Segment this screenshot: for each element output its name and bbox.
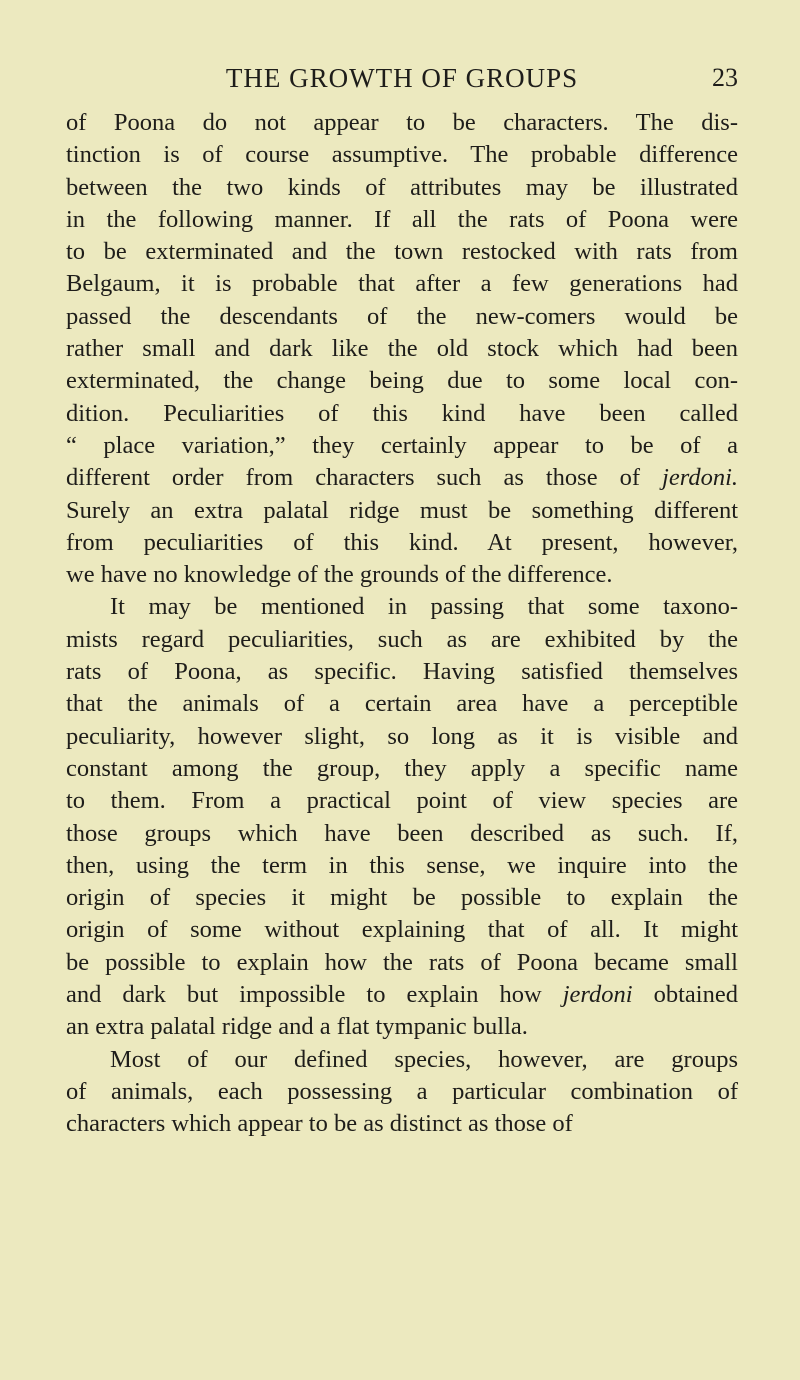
species-name: jerdoni.	[662, 464, 739, 492]
text-line: those groups which have been described as such. If,	[66, 819, 738, 847]
text-line: characters which appear to be as distinct as those of	[66, 1110, 573, 1138]
text-span: obtained	[653, 981, 738, 1009]
text-line: mists regard peculiarities, such as are exhibited by the	[66, 625, 738, 653]
text-line: of Poona do not appear to be characters. The dis-	[66, 109, 738, 136]
running-head: THE GROWTH OF GROUPS	[225, 63, 579, 93]
text-line: we have no knowledge of the grounds of the difference.	[66, 561, 613, 589]
text-line: tinction is of course assumptive. The probable difference	[66, 141, 738, 169]
text-line: origin of some without explaining that of all. It might	[66, 916, 738, 944]
text-line: in the following manner. If all the rats of Poona were	[66, 205, 738, 233]
text-line: that the animals of a certain area have a perceptible	[66, 690, 738, 718]
text-line-with-italic	[66, 464, 738, 491]
text-line: between the two kinds of attributes may be illustrated	[66, 173, 738, 201]
paragraph-3	[66, 1044, 738, 1141]
body-text	[66, 107, 738, 1141]
text-line: to them. From a practical point of view species are	[66, 787, 738, 815]
text-line: peculiarity, however slight, so long as it is visible and	[66, 722, 738, 750]
paragraph-1	[66, 107, 738, 591]
text-line: Most of our defined species, however, are groups	[110, 1045, 738, 1073]
text-line: It may be mentioned in passing that some taxono-	[110, 593, 738, 621]
text-line-with-italic	[66, 981, 738, 1008]
text-line: constant among the group, they apply a specific name	[66, 754, 738, 782]
text-line: of animals, each possessing a particular combination of	[66, 1077, 738, 1105]
page-number: 23	[712, 63, 738, 92]
text-span: and dark but impossible to explain how	[66, 981, 542, 1009]
text-line: from peculiarities of this kind. At present, however,	[66, 528, 738, 556]
text-line: exterminated, the change being due to some local con-	[66, 367, 738, 395]
text-line: origin of species it might be possible to explain the	[66, 884, 738, 912]
text-line: an extra palatal ridge and a flat tympanic bulla.	[66, 1013, 528, 1041]
page-header	[66, 56, 738, 100]
text-line: passed the descendants of the new-comers would be	[66, 302, 738, 330]
text-line: dition. Peculiarities of this kind have been called	[66, 399, 738, 427]
text-line: then, using the term in this sense, we inquire into the	[66, 851, 738, 879]
text-span: different order from characters such as those of	[66, 464, 640, 492]
text-line: Surely an extra palatal ridge must be something different	[66, 496, 738, 524]
text-line: rats of Poona, as specific. Having satisfied themselves	[66, 658, 738, 686]
text-line: Belgaum, it is probable that after a few generations had	[66, 270, 738, 298]
text-line: to be exterminated and the town restocked with rats from	[66, 238, 738, 266]
text-line: “ place variation,” they certainly appear to be of a	[66, 431, 738, 459]
text-line: be possible to explain how the rats of Poona became small	[66, 948, 738, 976]
paragraph-2	[66, 591, 738, 1043]
species-name: jerdoni	[562, 981, 633, 1009]
text-line: rather small and dark like the old stock which had been	[66, 335, 738, 363]
